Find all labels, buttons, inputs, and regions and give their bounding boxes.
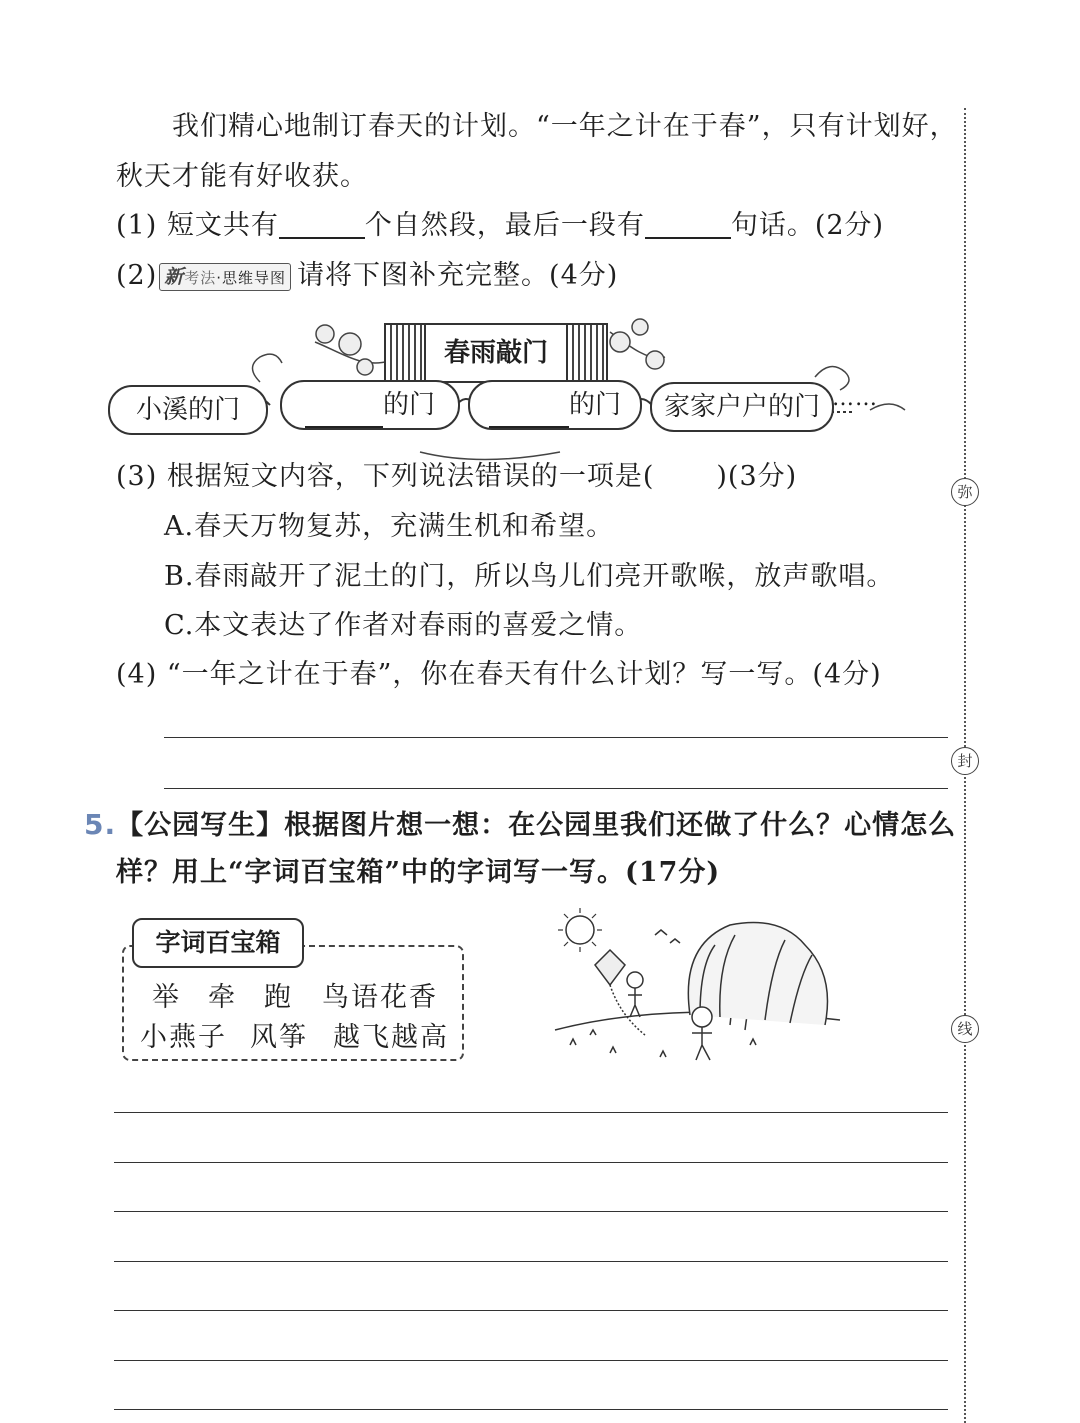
word-box-title: 字词百宝箱 — [132, 918, 304, 968]
q5-text-1: 根据图片想一想：在公园里我们还做了什么？心情怎么 — [284, 810, 957, 841]
q3-points: )(3分) — [716, 461, 798, 492]
writing-line-5[interactable] — [114, 1310, 948, 1311]
q1-mid: 个自然段，最后一段有 — [364, 210, 645, 241]
word-xiao-yan-zi: 小燕子 — [140, 1022, 227, 1053]
question-5-line-2: 样？用上“字词百宝箱”中的字词写一写。(17分) — [116, 857, 721, 888]
method-label: 考法 — [184, 268, 217, 287]
new-label: 新 — [164, 265, 185, 288]
question-2 — [116, 262, 618, 291]
q1-blank-paragraphs[interactable] — [279, 215, 365, 239]
writing-line-6[interactable] — [114, 1360, 948, 1361]
question-3 — [116, 463, 797, 490]
binding-mark-feng: 封 — [951, 747, 979, 775]
word-feng-zheng: 风筝 — [250, 1022, 308, 1053]
sun-icon — [566, 916, 594, 944]
word-niao-yu-hua-xiang: 鸟语花香 — [322, 982, 438, 1013]
passage-line-2: 秋天才能有好收获。 — [116, 161, 368, 192]
writing-line-3[interactable] — [114, 1211, 948, 1212]
writing-line-7[interactable] — [114, 1409, 948, 1410]
question-1 — [116, 212, 884, 239]
writing-line-4[interactable] — [114, 1261, 948, 1262]
mindmap-node-2-label: 的门 — [382, 390, 435, 420]
mindmap-blank-1[interactable] — [305, 400, 383, 428]
q4-answer-line-1[interactable] — [164, 737, 948, 738]
passage-line-1: 我们精心地制订春天的计划。“一年之计在于春”，只有计划好， — [172, 111, 958, 142]
binding-mark-xian: 线 — [951, 1015, 979, 1043]
question-4: (4) “一年之计在于春”，你在春天有什么计划？写一写。(4分) — [116, 659, 882, 690]
park-illustration — [550, 905, 850, 1070]
word-yue-fei-yue-gao: 越飞越高 — [333, 1022, 449, 1053]
q3-option-b: B.春雨敲开了泥土的门，所以鸟儿们亮开歌喉，放声歌唱。 — [164, 561, 895, 592]
writing-line-1[interactable] — [114, 1112, 948, 1113]
word-qian: 牵 — [208, 982, 237, 1013]
mindmap-title-banner — [384, 323, 608, 383]
q1-prefix: (1) 短文共有 — [116, 210, 279, 241]
q1-suffix: 句话。(2分) — [730, 210, 885, 241]
new-method-tag — [159, 263, 291, 291]
word-ju: 举 — [152, 982, 181, 1013]
q1-blank-sentences[interactable] — [645, 215, 731, 239]
writing-line-2[interactable] — [114, 1162, 948, 1163]
banner-right-stripes — [566, 325, 606, 381]
binding-mark-mi: 弥 — [951, 478, 979, 506]
mindmap-blank-2[interactable] — [489, 400, 569, 428]
mindmap-node-3-label: 的门 — [568, 390, 621, 420]
mindmap-node-stream-door: 小溪的门 — [108, 385, 268, 435]
mindmap-ellipsis: …… — [832, 386, 878, 411]
mindmap-node-blank-1 — [280, 380, 460, 430]
q3-stem: (3) 根据短文内容，下列说法错误的一项是( — [116, 461, 655, 492]
q3-option-a: A.春天万物复苏，充满生机和希望。 — [164, 511, 615, 542]
q2-number: (2) — [116, 260, 158, 291]
q5-number: 5. — [84, 808, 117, 841]
mindmap-node-household-door: 家家户户的门 — [650, 382, 834, 432]
q3-option-c: C.本文表达了作者对春雨的喜爱之情。 — [164, 610, 643, 641]
q2-text: 请将下图补充完整。(4分) — [297, 260, 619, 291]
mindmap-title: 春雨敲门 — [443, 338, 548, 368]
q4-answer-line-2[interactable] — [164, 788, 948, 789]
mindmap-node-blank-2 — [468, 380, 642, 430]
mindmap-label: ·思维导图 — [216, 268, 287, 287]
banner-left-stripes — [386, 325, 426, 381]
q5-tag: 【公园写生】 — [116, 810, 285, 841]
question-5-line-1 — [84, 808, 957, 841]
word-pao: 跑 — [264, 982, 293, 1013]
